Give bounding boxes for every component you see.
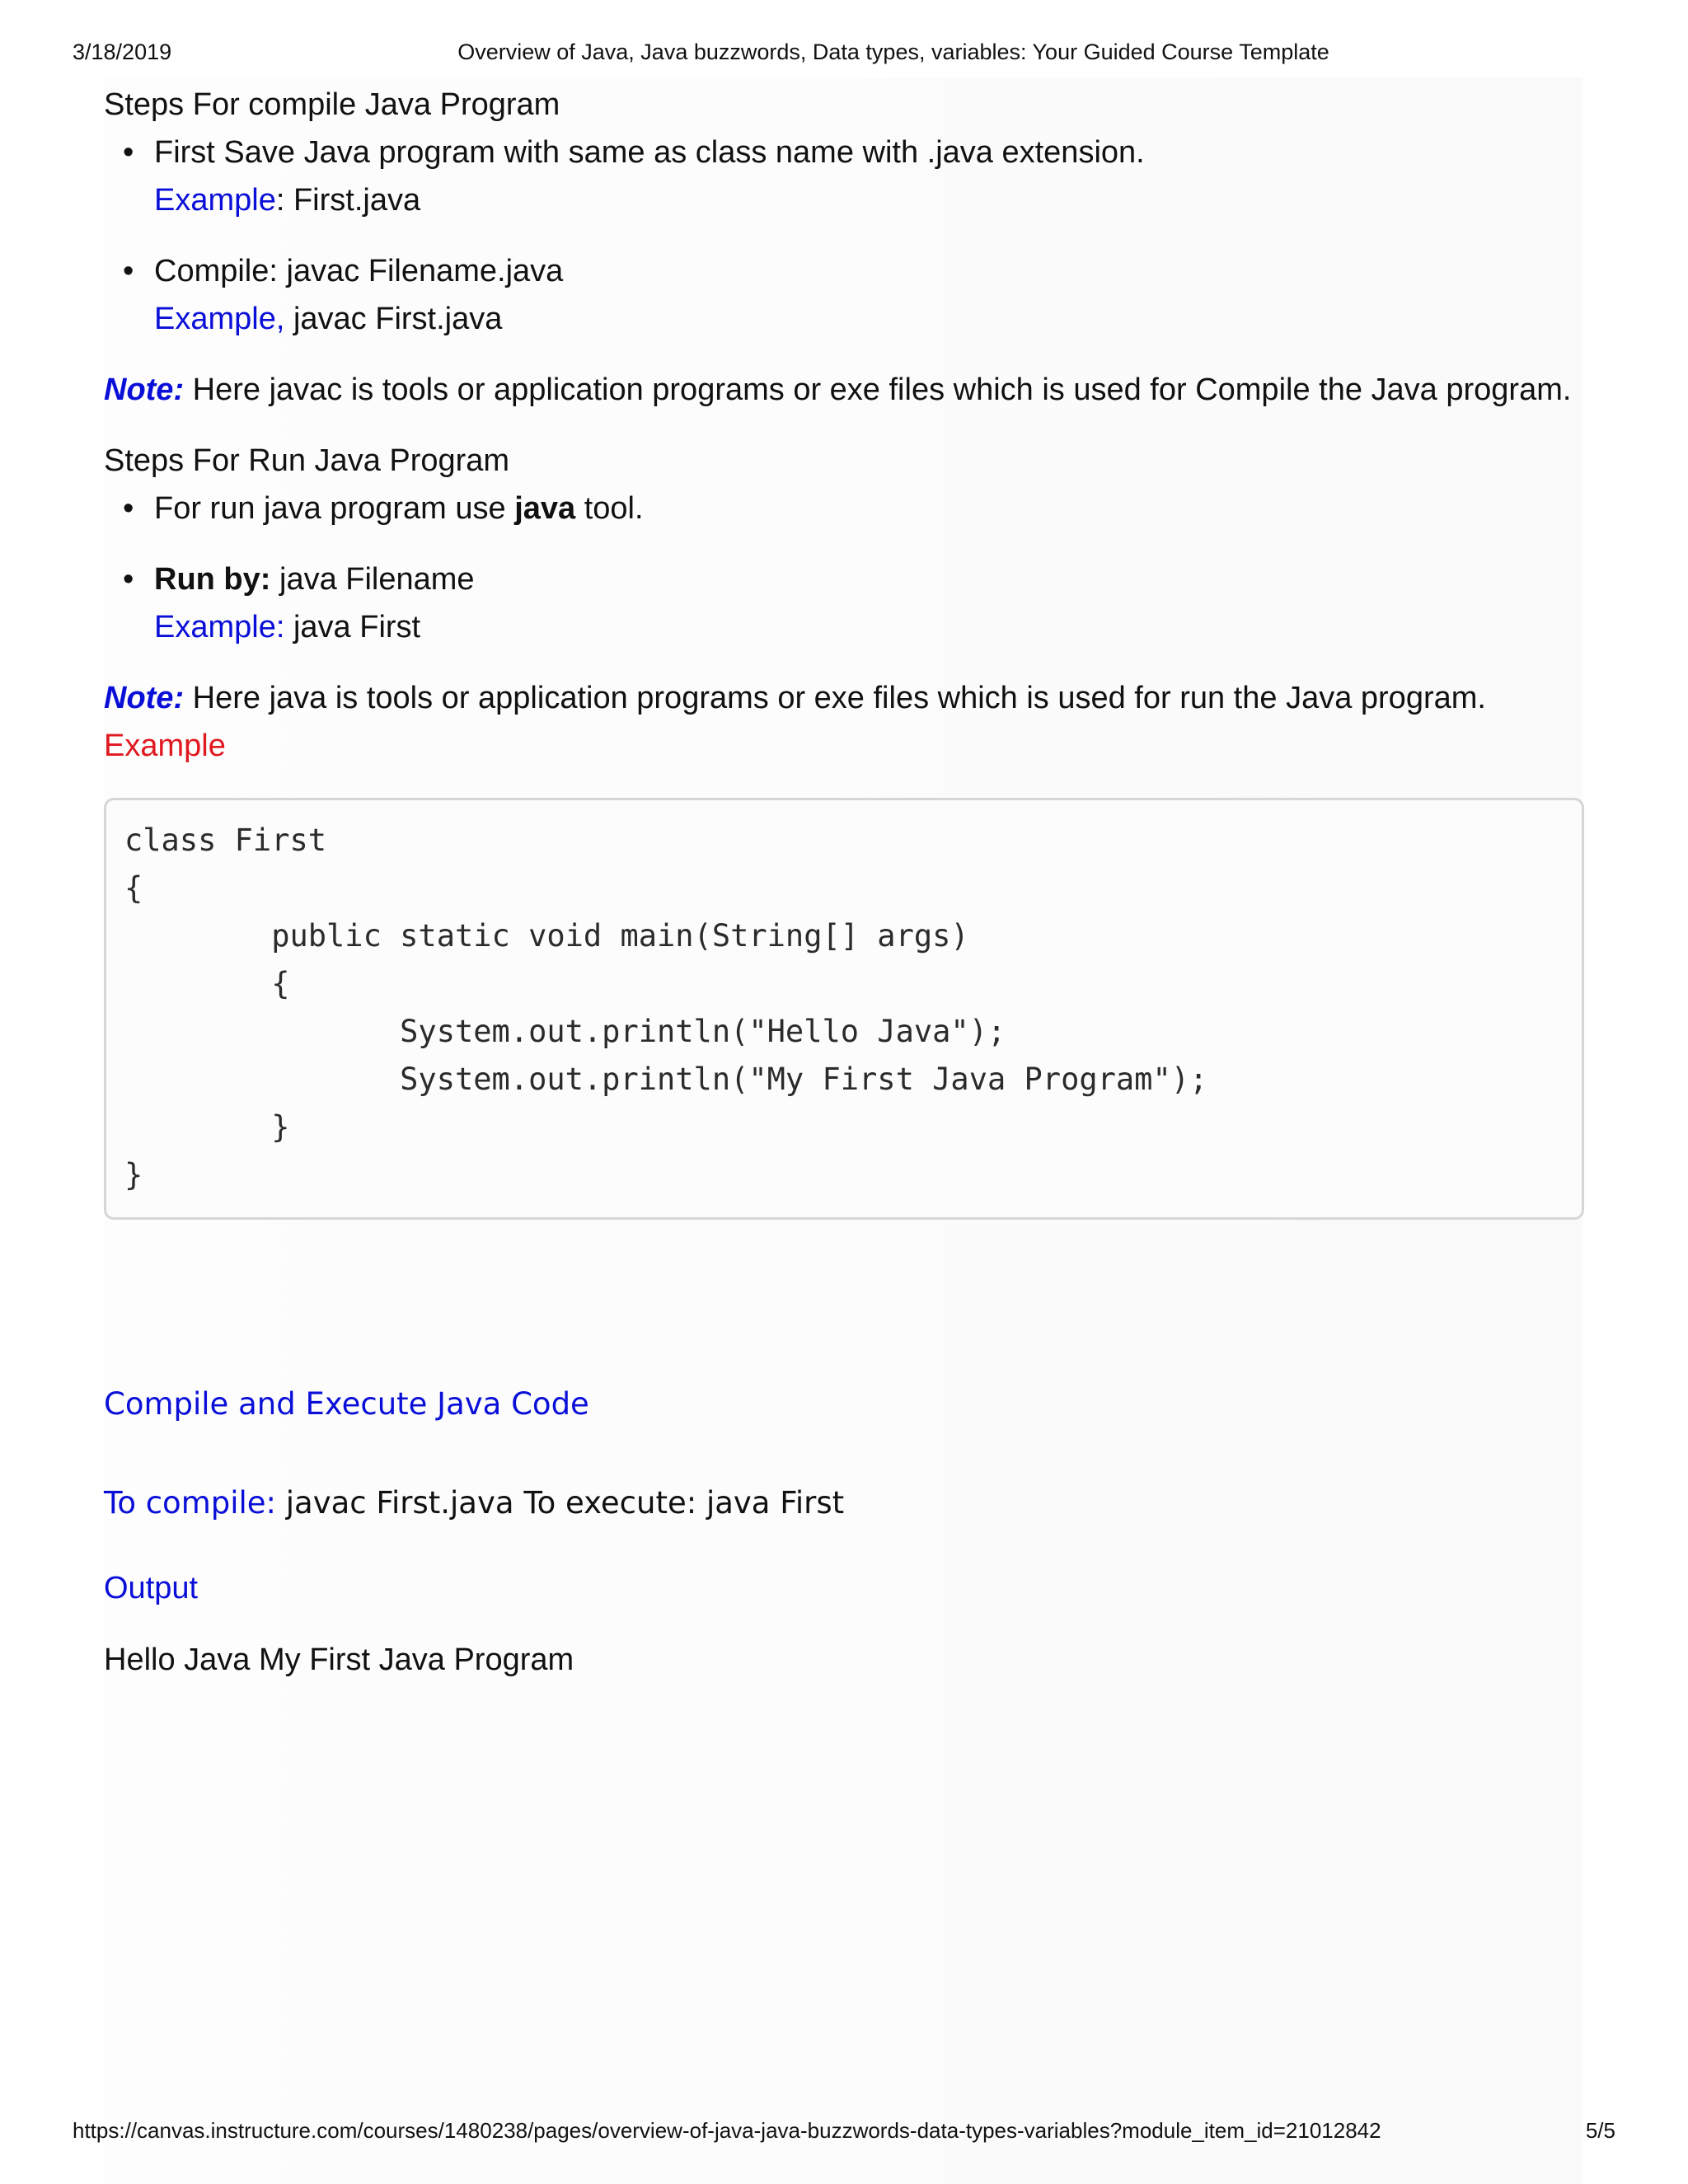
code-line: System.out.println("Hello Java"); [124,1014,1006,1049]
compile-execute-heading: Compile and Execute Java Code [104,1386,589,1422]
page-content [104,81,1587,1220]
example-text: : First.java [275,183,421,218]
code-line: public static void main(String[] args) [124,918,969,954]
example-label: Example: [154,610,285,644]
step-text: java Filename [270,562,475,597]
code-line: { [124,870,143,906]
print-header [73,40,1615,68]
note-text: Here java is tools or application programs or exe files which is used for run the Java program. [184,681,1486,715]
list-item [104,485,1587,532]
step-text: Compile: javac Filename.java [154,254,564,288]
compile-steps-heading: Steps For compile Java Program [104,87,560,122]
compile-note [104,366,1587,414]
step-text: For run java program use [154,491,515,526]
document-title: Overview of Java, Java buzzwords, Data types, variables: Your Guided Course Template [457,40,1329,64]
note-label: Note: [104,681,185,715]
example-heading: Example [104,729,226,763]
code-line: } [124,1157,143,1193]
output-text: Hello Java My First Java Program [104,1643,574,1677]
example-label: Example, [154,302,285,336]
bullet-icon: • [123,491,134,526]
compile-label: To compile: [104,1485,277,1521]
print-date: 3/18/2019 [73,40,172,64]
output-heading: Output [104,1571,199,1605]
step-text: tool. [575,491,644,526]
compile-steps-list [104,129,1587,343]
step-bold-text: java [514,491,576,526]
code-block [104,798,1584,1220]
code-line: class First [124,823,327,858]
list-item [104,129,1587,224]
note-label: Note: [104,373,185,407]
step-bold-text: Run by: [154,562,271,597]
example-text: javac First.java [284,302,503,336]
bullet-icon: • [123,135,134,170]
bullet-icon: • [123,254,134,288]
page-number: 5/5 [1585,2118,1615,2143]
code-line: { [124,966,290,1001]
run-note [104,674,1587,722]
compile-text: javac First.java To execute: java First [276,1485,845,1521]
note-text: Here javac is tools or application programs or exe files which is used for Compile the Java program. [184,373,1572,407]
page-url: https://canvas.instructure.com/courses/1480238/pages/overview-of-java-java-buzzwords-data-types-variables?module_item_id=21012842 [73,2118,1381,2143]
code-line: } [124,1109,290,1145]
bullet-icon: • [123,562,134,597]
example-text: java First [284,610,421,644]
example-label: Example [154,183,276,218]
print-footer [73,2118,1615,2146]
compile-instructions [104,1485,844,1521]
code-line: System.out.println("My First Java Program"); [124,1062,1208,1097]
list-item [104,555,1587,651]
step-text: First Save Java program with same as class name with .java extension. [154,135,1145,170]
run-steps-list [104,485,1587,651]
list-item [104,247,1587,343]
run-steps-heading: Steps For Run Java Program [104,443,510,478]
